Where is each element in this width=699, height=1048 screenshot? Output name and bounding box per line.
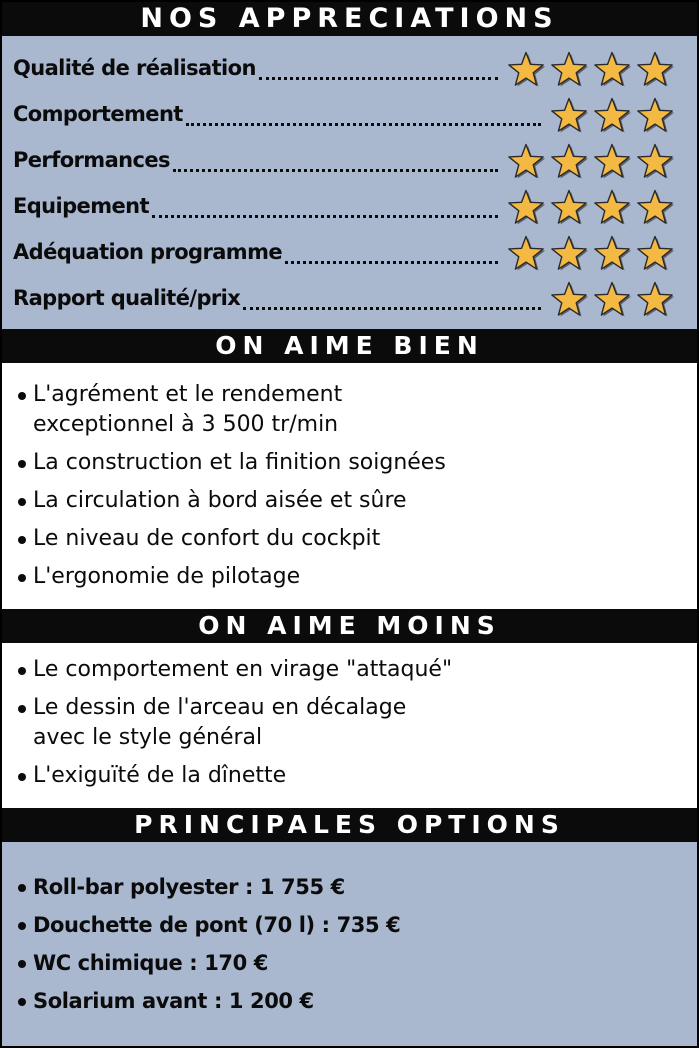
con-item: [16, 655, 452, 685]
con-item-text: Le comportement en virage "attaqué": [33, 657, 453, 682]
rating-stars: [549, 280, 675, 320]
star-icon: [549, 280, 589, 320]
rating-row: [2, 230, 697, 276]
pro-item: [16, 448, 446, 478]
rating-label: Rapport qualité/prix: [13, 286, 241, 310]
star-icon: [635, 234, 675, 274]
star-icon: [592, 280, 632, 320]
rating-row: [2, 92, 697, 138]
aime-bien-header: [2, 329, 697, 363]
rating-stars: [506, 188, 675, 228]
con-item: [16, 761, 452, 791]
option-item: WC chimique : 170 €: [16, 948, 400, 978]
aime-moins-list: [16, 655, 452, 799]
con-item-text-continued: avec le style général: [33, 725, 263, 750]
dotted-leader: [259, 77, 498, 80]
aime-moins-title: ON AIME MOINS: [198, 611, 501, 640]
dotted-leader: [152, 215, 498, 218]
star-icon: [635, 188, 675, 228]
star-icon: [635, 142, 675, 182]
star-icon: [592, 234, 632, 274]
aime-moins-panel: [2, 643, 697, 808]
option-item: Solarium avant : 1 200 €: [16, 986, 400, 1016]
rating-stars: [506, 50, 675, 90]
star-icon: [506, 50, 546, 90]
star-icon: [635, 96, 675, 136]
pro-item-text: La circulation à bord aisée et sûre: [33, 488, 407, 513]
pro-item-text: L'agrément et le rendement: [33, 382, 343, 407]
star-icon: [549, 188, 589, 228]
aime-moins-header: [2, 609, 697, 643]
dotted-leader: [186, 123, 541, 126]
rating-row: [2, 276, 697, 322]
rating-label: Comportement: [13, 102, 183, 126]
aime-bien-title: ON AIME BIEN: [215, 331, 484, 360]
rating-row: [2, 46, 697, 92]
pro-item: [16, 380, 446, 440]
dotted-leader: [173, 169, 498, 172]
con-item-text: Le dessin de l'arceau en décalage: [33, 695, 407, 720]
dotted-leader: [243, 307, 541, 310]
con-item: [16, 693, 452, 753]
star-icon: [506, 188, 546, 228]
rating-stars: [549, 96, 675, 136]
pro-item-text-continued: exceptionnel à 3 500 tr/min: [33, 412, 339, 437]
rating-row: [2, 184, 697, 230]
pro-item-text: L'ergonomie de pilotage: [33, 564, 301, 589]
pro-item: [16, 524, 446, 554]
pro-item-text: Le niveau de confort du cockpit: [33, 526, 381, 551]
star-icon: [506, 142, 546, 182]
star-icon: [635, 50, 675, 90]
con-item-text: L'exiguïté de la dînette: [33, 763, 287, 788]
appreciations-panel: [2, 36, 697, 329]
star-icon: [549, 234, 589, 274]
appreciations-header: [2, 2, 697, 36]
star-icon: [549, 96, 589, 136]
dotted-leader: [285, 261, 498, 264]
star-icon: [506, 234, 546, 274]
pro-item: [16, 486, 446, 516]
options-title: PRINCIPALES OPTIONS: [134, 810, 565, 839]
options-list: [16, 872, 400, 1024]
rating-stars: [506, 142, 675, 182]
pro-item: [16, 562, 446, 592]
rating-stars: [506, 234, 675, 274]
aime-bien-panel: [2, 363, 697, 609]
rating-label: Equipement: [13, 194, 149, 218]
option-item: Roll-bar polyester : 1 755 €: [16, 872, 400, 902]
star-icon: [549, 50, 589, 90]
star-icon: [592, 96, 632, 136]
rating-row: [2, 138, 697, 184]
option-item: Douchette de pont (70 l) : 735 €: [16, 910, 400, 940]
appreciations-title: NOS APPRECIATIONS: [140, 3, 559, 34]
star-icon: [549, 142, 589, 182]
rating-label: Performances: [13, 148, 170, 172]
star-icon: [592, 142, 632, 182]
options-panel: [2, 842, 697, 1046]
star-icon: [635, 280, 675, 320]
rating-label: Adéquation programme: [13, 240, 282, 264]
pro-item-text: La construction et la finition soignées: [33, 450, 446, 475]
star-icon: [592, 188, 632, 228]
star-icon: [592, 50, 632, 90]
aime-bien-list: [16, 380, 446, 600]
rating-label: Qualité de réalisation: [13, 56, 256, 80]
options-header: [2, 808, 697, 842]
